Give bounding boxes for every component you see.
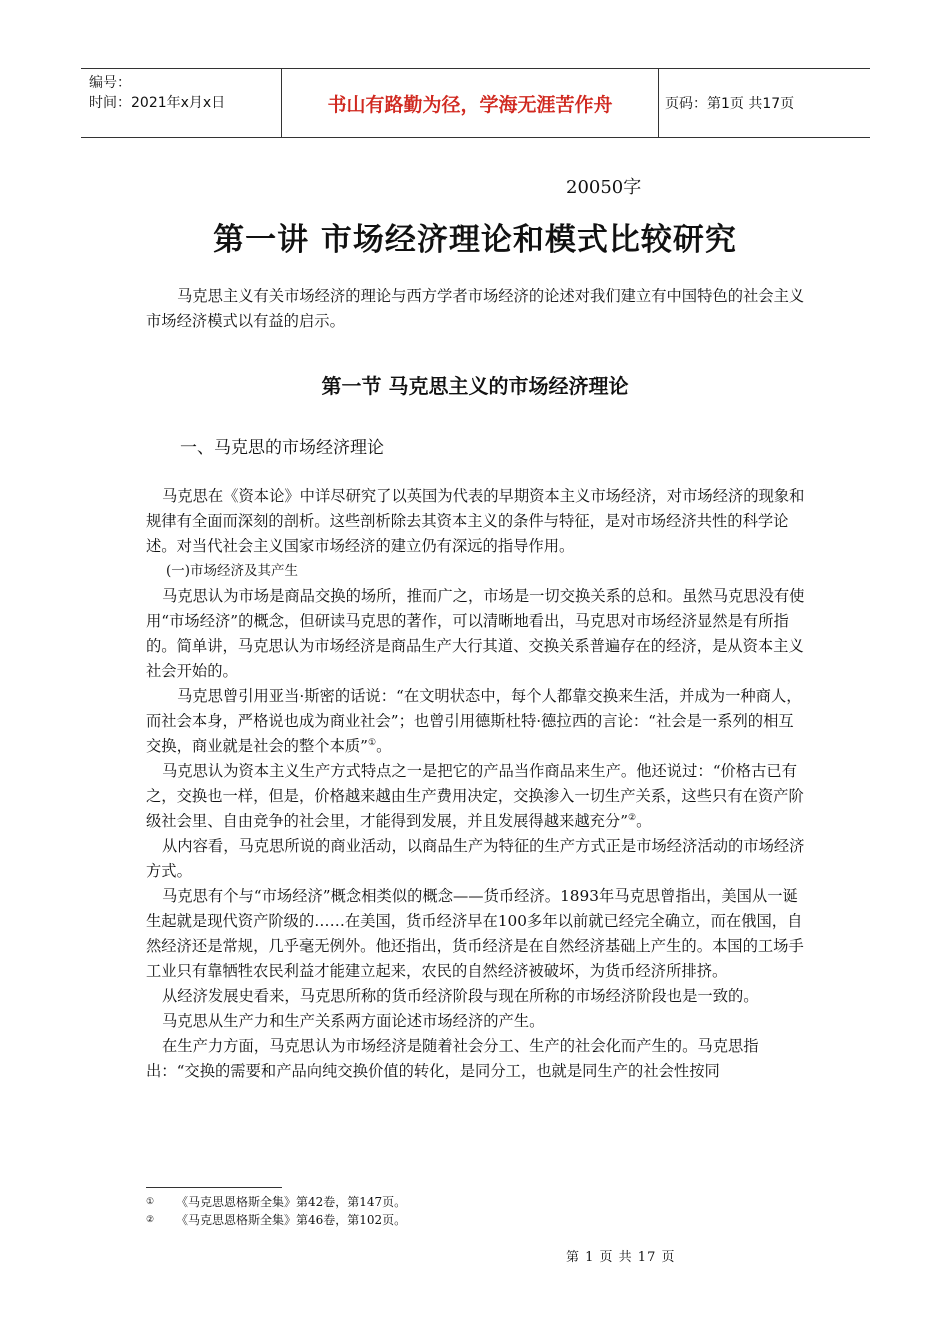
footnote-text: 《马克思恩格斯全集》第46卷，第102页。 (176, 1213, 407, 1227)
footnote-divider (146, 1187, 282, 1188)
word-count: 20050字 (566, 177, 642, 198)
footnote (146, 1211, 406, 1229)
paragraph: 从经济发展史看来，马克思所称的货币经济阶段与现在所称的市场经济阶段也是一致的。 (162, 987, 759, 1005)
code-label: 编号： (89, 75, 131, 91)
lecture-title: 第一讲 市场经济理论和模式比较研究 (213, 222, 737, 258)
page-header (81, 68, 870, 138)
body-text (146, 484, 808, 1084)
paragraph: 马克思从生产力和生产关系两方面论述市场经济的产生。 (162, 1012, 545, 1030)
paragraph: 马克思有个与“市场经济”概念相类似的概念——货币经济。1893年马克思曾指出，美国从一诞生起就是现代资产阶级的……在美国，货币经济早在100多年以前就已经完全确立，而在俄国，自然经济还是常规，几乎毫无例外。他还指出，货币经济是在自然经济基础上产生的。本国的工场手工业只有靠牺牲农民利益才能建立起来，农民的自然经济被破坏，为货币经济所排挤。 (146, 887, 804, 980)
footnote-text: 《马克思恩格斯全集》第42卷，第147页。 (176, 1195, 407, 1209)
footnote-ref[interactable]: ② (628, 812, 637, 823)
time-label: 时间：2021年x月x日 (89, 95, 226, 111)
intro-paragraph: 马克思主义有关市场经济的理论与西方学者市场经济的论述对我们建立有中国特色的社会主义市场经济模式以有益的启示。 (146, 287, 805, 330)
section-title: 第一节 马克思主义的市场经济理论 (321, 374, 629, 398)
header-page-info: 页码：第1页 共17页 (665, 96, 795, 112)
paragraph-punct: 。 (636, 812, 652, 830)
paragraph (146, 684, 808, 759)
paragraph: 在生产力方面，马克思认为市场经济是随着社会分工、生产的社会化而产生的。马克思指出：“交换的需要和产品向纯交换价值的转化，是同分工，也就是同生产的社会性按同 (146, 1037, 759, 1080)
subsection-title: 一、马克思的市场经济理论 (180, 438, 384, 458)
footnote-mark: ① (146, 1197, 155, 1207)
footnote-mark: ② (146, 1215, 155, 1225)
paragraph: 马克思认为市场是商品交换的场所，推而广之，市场是一切交换关系的总和。虽然马克思没有使用“市场经济”的概念，但研读马克思的著作，可以清晰地看出，马克思对市场经济显然是有所指的。简单讲，马克思认为市场经济是商品生产大行其道、交换关系普遍存在的经济，是从资本主义社会开始的。 (146, 587, 805, 680)
paragraph-punct: 。 (376, 737, 392, 755)
sub-heading: (一)市场经济及其产生 (166, 563, 299, 579)
footnote (146, 1193, 406, 1211)
header-motto: 书山有路勤为径，学海无涯苦作舟 (281, 69, 659, 137)
paragraph-text: 马克思认为资本主义生产方式特点之一是把它的产品当作商品来生产。他还说过：“价格古已有之，交换也一样，但是，价格越来越由生产费用决定，交换渗入一切生产关系，这些只有在资产阶级社会里、自由竞争的社会里，才能得到发展，并且发展得越来越充分” (146, 762, 804, 830)
header-left-cell (81, 69, 281, 137)
footnote-ref[interactable]: ① (367, 737, 377, 748)
page-footer: 第 1 页 共 17 页 (566, 1250, 676, 1265)
footnotes (146, 1193, 406, 1229)
paragraph (146, 759, 808, 834)
paragraph: 马克思在《资本论》中详尽研究了以英国为代表的早期资本主义市场经济，对市场经济的现象和规律有全面而深刻的剖析。这些剖析除去其资本主义的条件与特征，是对市场经济共性的科学论述。对当代社会主义国家市场经济的建立仍有深远的指导作用。 (146, 487, 805, 555)
paragraph: 从内容看，马克思所说的商业活动，以商品生产为特征的生产方式正是市场经济活动的市场经济方式。 (146, 837, 805, 880)
paragraph-text: 马克思曾引用亚当·斯密的话说：“在文明状态中，每个人都靠交换来生活，并成为一种商人，而社会本身，严格说也成为商业社会”；也曾引用德斯杜特·德拉西的言论：“社会是一系列的相互交换，商业就是社会的整个本质” (146, 687, 802, 755)
